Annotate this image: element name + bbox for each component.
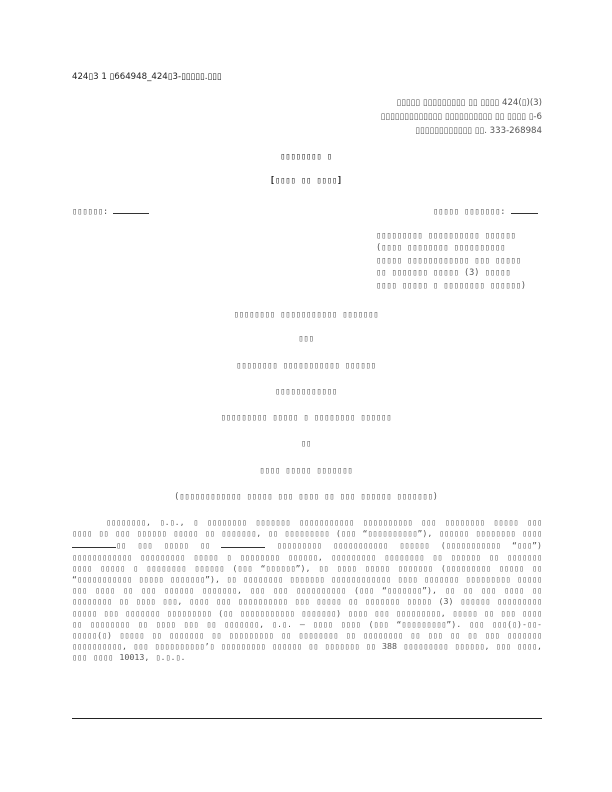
body-blank-1 bbox=[72, 539, 116, 548]
header-line-2: ▯▯▯▯▯▯▯▯▯▯▯▯▯ ▯▯▯▯▯▯▯▯▯▯ ▯▯ ▯▯▯▯ ▯-6 bbox=[380, 112, 542, 122]
bracket-note-line: ▯▯ ▯▯▯▯▯▯▯ ▯▯▯▯▯ (3) ▯▯▯▯▯ bbox=[376, 268, 511, 279]
right-field bbox=[433, 205, 538, 217]
bracket-note bbox=[376, 230, 526, 292]
body-text-1: ▯▯▯▯▯▯▯▯, ▯.▯., ▯ ▯▯▯▯▯▯▯▯ ▯▯▯▯▯▯▯ ▯▯▯▯▯▯▯▯▯▯▯ ▯▯▯▯▯▯▯▯▯▯ ▯▯▯ ▯▯▯▯▯▯▯▯ ▯▯▯▯▯ ▯▯▯ ▯▯▯▯ ▯▯ ▯▯▯ ▯▯▯▯▯▯ ▯▯▯▯▯ ▯▯ ▯▯▯▯▯▯▯, ▯▯ ▯▯▯▯▯▯▯▯▯ (▯▯▯ “▯▯▯▯▯▯▯▯▯▯”), ▯▯▯▯▯▯ ▯▯▯▯▯▯▯▯ ▯▯▯▯ bbox=[72, 517, 542, 539]
header-line-3: ▯▯▯▯▯▯▯▯▯▯▯▯ ▯▯. 333-268984 bbox=[415, 126, 542, 136]
body-text-2: ▯▯ ▯▯▯ ▯▯▯▯▯ ▯▯ bbox=[116, 540, 211, 551]
body-paragraph bbox=[72, 517, 542, 664]
document-title: ▯▯▯▯▯▯▯▯ ▯ bbox=[280, 152, 332, 162]
center-line-7: ▯▯▯▯ ▯▯▯▯▯ ▯▯▯▯▯▯▯ bbox=[259, 466, 353, 476]
bracket-note-line: (▯▯▯▯ ▯▯▯▯▯▯▯▯ ▯▯▯▯▯▯▯▯▯▯ bbox=[376, 243, 506, 254]
bracket-note-line: ▯▯▯▯▯ ▯▯▯▯▯▯▯▯▯▯▯▯ ▯▯▯ ▯▯▯▯▯ bbox=[376, 255, 521, 266]
header-line-1: ▯▯▯▯▯ ▯▯▯▯▯▯▯▯▯ ▯▯ ▯▯▯▯ 424(▯)(3) bbox=[396, 98, 542, 108]
center-line-2: ▯▯▯ bbox=[298, 334, 314, 344]
left-field bbox=[72, 205, 149, 217]
bracket-note-line: ▯▯▯▯ ▯▯▯▯▯ ▯ ▯▯▯▯▯▯▯▯ ▯▯▯▯▯▯) bbox=[376, 280, 527, 291]
bracket-note-line: ▯▯▯▯▯▯▯▯▯ ▯▯▯▯▯▯▯▯▯▯ ▯▯▯▯▯▯ bbox=[376, 231, 516, 241]
left-field-label: ▯▯▯▯▯▯: bbox=[72, 207, 109, 217]
body-text-3: ▯▯▯▯▯▯▯▯▯ ▯▯▯▯▯▯▯▯▯▯▯ ▯▯▯▯▯▯ (▯▯▯▯▯▯▯▯▯▯▯ “▯▯▯”) ▯▯▯▯▯▯▯▯▯▯▯▯ ▯▯▯▯▯▯▯▯▯ ▯▯▯▯▯ ▯ ▯▯▯▯▯▯▯▯ ▯▯▯▯▯▯, ▯▯▯▯▯▯▯▯▯ ▯▯▯▯▯▯▯▯ ▯▯ ▯▯▯▯▯▯ ▯▯ ▯▯▯▯▯▯▯ ▯▯▯▯ ▯▯▯▯▯ ▯ ▯▯▯▯▯▯▯▯ ▯▯▯▯▯▯ (▯▯▯ “▯▯▯▯▯▯”), ▯▯ ▯▯▯▯ ▯▯▯▯▯ ▯▯▯▯▯▯▯ (▯▯▯▯▯▯▯▯▯ ▯▯▯▯▯ ▯▯ “▯▯▯▯▯▯▯▯▯▯▯ ▯▯▯▯▯ ▯▯▯▯▯▯▯”), ▯▯ ▯▯▯▯▯▯▯▯ ▯▯▯▯▯▯▯ ▯▯▯▯▯▯▯▯▯▯▯▯ ▯▯▯▯ ▯▯▯▯▯▯▯ ▯▯▯▯▯▯▯▯▯ ▯▯▯▯▯ ▯▯▯ ▯▯▯▯ ▯▯ ▯▯▯ ▯▯▯▯▯▯ ▯▯▯▯▯▯▯, ▯▯▯ ▯▯▯ ▯▯▯▯▯▯▯▯▯▯ (▯▯▯ “▯▯▯▯▯▯▯”), ▯▯ ▯▯ ▯▯▯ ▯▯▯▯ ▯▯ ▯▯▯▯▯▯▯▯ ▯▯ ▯▯▯▯ ▯▯▯, ▯▯▯▯ ▯▯▯ ▯▯▯▯▯▯▯▯▯▯ ▯▯▯ ▯▯▯▯▯ ▯▯ ▯▯▯▯▯▯▯ ▯▯▯▯▯ (3) ▯▯▯▯▯▯ ▯▯▯▯▯▯▯▯▯ ▯▯▯▯▯ ▯▯▯ ▯▯▯▯▯▯▯ ▯▯▯▯▯▯▯▯▯ (▯▯ ▯▯▯▯▯▯▯▯▯▯▯ ▯▯▯▯▯▯▯) ▯▯▯▯ ▯▯▯ ▯▯▯▯▯▯▯▯▯, ▯▯▯▯▯ ▯▯ ▯▯▯ ▯▯▯▯ ▯▯ ▯▯▯▯▯▯▯▯ ▯▯ ▯▯▯▯ ▯▯▯ ▯▯ ▯▯▯▯▯▯▯, ▯.▯. – ▯▯▯▯ ▯▯▯▯ (▯▯▯ “▯▯▯▯▯▯▯▯▯”). ▯▯▯ ▯▯▯(▯)-▯▯-▯▯▯▯▯(▯) ▯▯▯▯▯ ▯▯ ▯▯▯▯▯▯▯ ▯▯ ▯▯▯▯▯▯▯▯▯ ▯▯ ▯▯▯▯▯▯▯▯ ▯▯ ▯▯▯▯▯▯▯▯ ▯▯ ▯▯▯ ▯▯ ▯▯ ▯▯▯ ▯▯▯▯▯▯▯ ▯▯▯▯▯▯▯▯▯▯, ▯▯▯ ▯▯▯▯▯▯▯▯▯▯’▯ ▯▯▯▯▯▯▯▯▯ ▯▯▯▯▯▯ ▯▯ ▯▯▯▯▯▯▯ ▯▯ 388 ▯▯▯▯▯▯▯▯▯ ▯▯▯▯▯▯, ▯▯▯ ▯▯▯▯, ▯▯▯ ▯▯▯▯ 10013, ▯.▯.▯. bbox=[72, 540, 543, 663]
center-line-4: ▯▯▯▯▯▯▯▯▯▯▯▯ bbox=[274, 387, 338, 397]
left-field-blank bbox=[113, 205, 149, 214]
center-line-1: ▯▯▯▯▯▯▯▯ ▯▯▯▯▯▯▯▯▯▯▯ ▯▯▯▯▯▯▯ bbox=[233, 310, 379, 320]
center-line-6: ▯▯ bbox=[300, 439, 312, 449]
body-blank-2 bbox=[221, 539, 265, 548]
footer-rule bbox=[72, 718, 542, 719]
file-reference: 424▯3 1 ▯664948_424▯3-▯▯▯▯▯.▯▯▯ bbox=[72, 72, 222, 82]
right-field-blank bbox=[511, 205, 538, 214]
right-field-label: ▯▯▯▯▯ ▯▯▯▯▯▯▯: bbox=[433, 207, 506, 217]
center-line-5: ▯▯▯▯▯▯▯▯▯ ▯▯▯▯▯ ▯ ▯▯▯▯▯▯▯▯ ▯▯▯▯▯▯ bbox=[220, 413, 392, 423]
document-subtitle: [▯▯▯▯ ▯▯ ▯▯▯▯] bbox=[269, 176, 343, 186]
center-line-8: (▯▯▯▯▯▯▯▯▯▯▯▯ ▯▯▯▯▯ ▯▯▯ ▯▯▯▯ ▯▯ ▯▯▯ ▯▯▯▯▯▯ ▯▯▯▯▯▯▯) bbox=[174, 492, 438, 502]
center-line-3: ▯▯▯▯▯▯▯▯ ▯▯▯▯▯▯▯▯▯▯▯ ▯▯▯▯▯▯ bbox=[236, 361, 376, 371]
